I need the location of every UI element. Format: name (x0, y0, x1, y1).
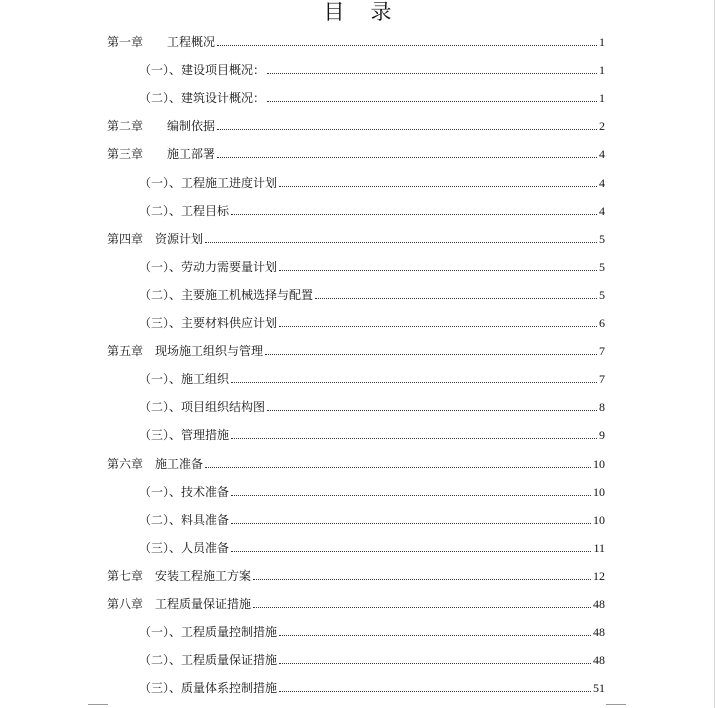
toc-entry-label: 第一章 工程概况 (107, 35, 216, 49)
toc-page-number: 7 (599, 344, 605, 359)
toc-title: 目录 (323, 0, 418, 24)
toc-entry-label: （三）、管理措施 (139, 428, 230, 443)
toc-page-number: 10 (593, 512, 605, 527)
toc-dot-leader (279, 623, 591, 636)
toc-page-number: 1 (599, 63, 605, 78)
toc-page-number: 1 (599, 91, 605, 106)
toc-page-number: 48 (593, 625, 605, 640)
toc-chapter-entry[interactable] (107, 32, 605, 52)
toc-section-entry[interactable] (139, 173, 605, 193)
toc-dot-leader (217, 117, 597, 130)
toc-page-number: 1 (599, 35, 605, 49)
toc-dot-leader (265, 342, 597, 355)
toc-section-entry[interactable] (139, 425, 605, 445)
toc-page-number: 7 (599, 372, 605, 387)
toc-dot-leader (217, 33, 597, 46)
toc-entry-label: 第三章 施工部署 (107, 147, 216, 162)
toc-chapter-entry[interactable] (107, 116, 605, 136)
toc-entry-label: 第四章 资源计划 (107, 231, 204, 246)
toc-dot-leader (231, 202, 597, 215)
toc-section-entry[interactable] (139, 201, 605, 221)
toc-entry-label: （一）、建设项目概况： (139, 63, 266, 78)
toc-section-entry[interactable] (139, 88, 605, 108)
toc-entry-label: （二）、建筑设计概况： (139, 91, 266, 106)
toc-entry-label: （一）、施工组织 (139, 372, 230, 387)
page-corner-mark-right (606, 704, 626, 705)
toc-dot-leader (231, 511, 591, 524)
toc-dot-leader (267, 61, 597, 74)
toc-page-number: 8 (599, 400, 605, 415)
toc-chapter-entry[interactable] (107, 229, 605, 249)
toc-chapter-entry[interactable] (107, 454, 605, 474)
toc-page-number: 2 (599, 119, 605, 134)
toc-page-number: 51 (593, 681, 605, 696)
toc-entry-label: （一）、工程施工进度计划 (139, 175, 278, 190)
toc-section-entry[interactable] (139, 538, 605, 558)
toc-dot-leader (231, 426, 597, 439)
toc-page-number: 9 (599, 428, 605, 443)
toc-entry-label: （一）、劳动力需要量计划 (139, 259, 278, 274)
toc-dot-leader (279, 174, 597, 187)
toc-entry-label: （二）、主要施工机械选择与配置 (139, 287, 314, 302)
page-corner-mark-left (88, 704, 108, 705)
toc-page-number: 12 (593, 568, 605, 583)
toc-entry-label: 第八章 工程质量保证措施 (107, 597, 252, 611)
toc-page-number: 4 (599, 203, 605, 218)
toc-page-number: 10 (593, 456, 605, 471)
toc-dot-leader (231, 370, 597, 383)
toc-dot-leader (205, 455, 591, 468)
toc-dot-leader (279, 651, 591, 664)
toc-entry-label: （一）、技术准备 (139, 484, 230, 499)
toc-page-number: 5 (599, 231, 605, 246)
toc-entry-label: （一）、工程质量控制措施 (139, 625, 278, 640)
toc-dot-leader (279, 258, 597, 271)
toc-page-number: 5 (599, 287, 605, 302)
toc-dot-leader (253, 595, 591, 608)
toc-entry-label: 第五章 现场施工组织与管理 (107, 344, 264, 359)
toc-dot-leader (205, 230, 597, 243)
toc-page-number: 5 (599, 259, 605, 274)
toc-chapter-entry[interactable] (107, 594, 605, 614)
toc-dot-leader (267, 89, 597, 102)
toc-chapter-entry[interactable] (107, 566, 605, 586)
toc-entry-label: 第七章 安装工程施工方案 (107, 568, 252, 583)
toc-entry-label: 第二章 编制依据 (107, 119, 216, 134)
toc-section-entry[interactable] (139, 369, 605, 389)
toc-section-entry[interactable] (139, 397, 605, 417)
toc-page-number: 6 (599, 316, 605, 330)
toc-section-entry[interactable] (139, 510, 605, 530)
toc-section-entry[interactable] (139, 313, 605, 333)
toc-entry-label: 第六章 施工准备 (107, 456, 204, 471)
toc-entry-label: （二）、工程质量保证措施 (139, 653, 278, 668)
toc-chapter-entry[interactable] (107, 144, 605, 164)
toc-section-entry[interactable] (139, 622, 605, 642)
toc-section-entry[interactable] (139, 678, 605, 698)
toc-entry-label: （二）、工程目标 (139, 203, 230, 218)
toc-section-entry[interactable] (139, 257, 605, 277)
toc-page-number: 4 (599, 147, 605, 162)
toc-dot-leader (279, 679, 591, 692)
toc-dot-leader (315, 286, 597, 299)
toc-page-number: 10 (593, 484, 605, 499)
toc-dot-leader (279, 314, 597, 327)
toc-entry-label: （三）、人员准备 (139, 540, 230, 555)
toc-entry-label: （二）、项目组织结构图 (139, 400, 266, 415)
toc-section-entry[interactable] (139, 60, 605, 80)
toc-page-number: 4 (599, 175, 605, 190)
toc-page-number: 48 (593, 597, 605, 611)
toc-dot-leader (217, 145, 597, 158)
toc-dot-leader (231, 539, 591, 552)
toc-chapter-entry[interactable] (107, 341, 605, 361)
toc-entry-label: （三）、主要材料供应计划 (139, 316, 278, 330)
toc-dot-leader (253, 567, 591, 580)
toc-dot-leader (231, 483, 591, 496)
toc-page-number: 48 (593, 653, 605, 668)
toc-dot-leader (267, 398, 597, 411)
toc-entry-label: （二）、料具准备 (139, 512, 230, 527)
toc-entry-label: （三）、质量体系控制措施 (139, 681, 278, 696)
toc-section-entry[interactable] (139, 650, 605, 670)
toc-page-number: 11 (593, 540, 605, 555)
toc-section-entry[interactable] (139, 285, 605, 305)
toc-section-entry[interactable] (139, 482, 605, 502)
